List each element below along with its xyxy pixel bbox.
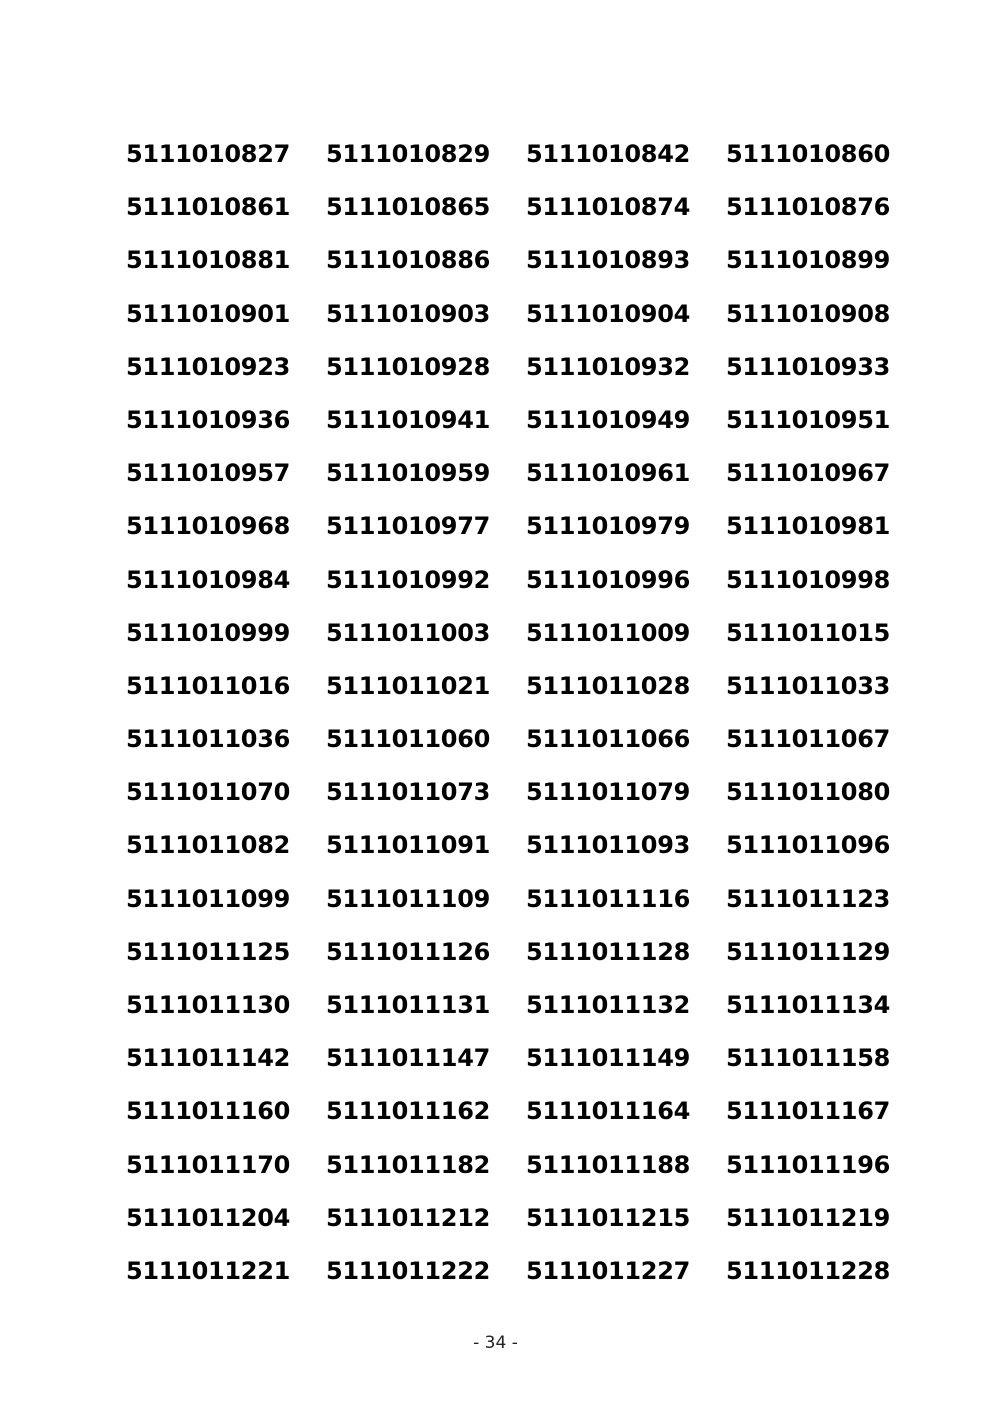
number-cell: 5111011129 — [726, 937, 890, 966]
number-cell: 5111011158 — [726, 1044, 890, 1073]
number-cell: 5111011123 — [726, 884, 890, 913]
number-cell: 5111011131 — [326, 991, 490, 1019]
number-cell: 5111011227 — [526, 1256, 690, 1285]
number-cell: 5111010998 — [726, 565, 890, 594]
number-cell: 5111010928 — [326, 352, 490, 381]
number-cell: 5111010893 — [526, 246, 690, 275]
number-cell: 5111011003 — [326, 618, 490, 647]
number-cell: 5111011142 — [126, 1044, 290, 1073]
number-cell: 5111011130 — [126, 991, 290, 1019]
number-cell: 5111011073 — [326, 778, 490, 807]
number-cell: 5111010936 — [126, 405, 290, 434]
number-cell: 5111011212 — [326, 1203, 490, 1232]
number-cell: 5111010951 — [726, 405, 890, 434]
number-cell: 5111011080 — [726, 778, 890, 807]
number-cell: 5111011164 — [526, 1097, 690, 1126]
number-cell: 5111010829 — [326, 140, 490, 168]
number-cell: 5111010881 — [126, 246, 290, 275]
number-cell: 5111011125 — [126, 937, 290, 966]
number-cell: 5111011067 — [726, 725, 890, 754]
number-cell: 5111011160 — [126, 1097, 290, 1126]
number-cell: 5111010827 — [126, 140, 290, 168]
number-cell: 5111010861 — [126, 193, 290, 222]
number-cell: 5111010959 — [326, 459, 490, 488]
number-cell: 5111011196 — [726, 1150, 890, 1179]
number-cell: 5111011149 — [526, 1044, 690, 1073]
number-cell: 5111010968 — [126, 512, 290, 541]
number-cell: 5111010996 — [526, 565, 690, 594]
number-grid — [126, 128, 926, 1298]
number-cell: 5111011182 — [326, 1150, 490, 1179]
number-cell: 5111011082 — [126, 831, 290, 860]
number-cell: 5111011132 — [526, 991, 690, 1019]
number-cell: 5111011188 — [526, 1150, 690, 1179]
number-cell: 5111011204 — [126, 1203, 290, 1232]
number-cell: 5111011126 — [326, 937, 490, 966]
number-cell: 5111011147 — [326, 1044, 490, 1073]
number-cell: 5111011228 — [726, 1256, 890, 1285]
number-cell: 5111011215 — [526, 1203, 690, 1232]
number-cell: 5111010977 — [326, 512, 490, 541]
number-cell: 5111010923 — [126, 352, 290, 381]
number-cell: 5111011033 — [726, 671, 890, 700]
page-number: - 34 - — [473, 1333, 518, 1353]
number-cell: 5111010949 — [526, 405, 690, 434]
number-cell: 5111011109 — [326, 884, 490, 913]
number-cell: 5111010979 — [526, 512, 690, 541]
number-cell: 5111010933 — [726, 352, 890, 381]
number-cell: 5111010932 — [526, 352, 690, 381]
number-cell: 5111011096 — [726, 831, 890, 860]
number-cell: 5111010967 — [726, 459, 890, 488]
number-cell: 5111010999 — [126, 618, 290, 647]
number-cell: 5111011116 — [526, 884, 690, 913]
number-cell: 5111011162 — [326, 1097, 490, 1126]
number-cell: 5111010984 — [126, 565, 290, 594]
number-cell: 5111010908 — [726, 299, 890, 328]
number-cell: 5111011099 — [126, 884, 290, 913]
number-cell: 5111010874 — [526, 193, 690, 222]
number-cell: 5111011060 — [326, 725, 490, 754]
number-cell: 5111011128 — [526, 937, 690, 966]
number-cell: 5111011015 — [726, 618, 890, 647]
number-cell: 5111010957 — [126, 459, 290, 488]
number-cell: 5111011016 — [126, 671, 290, 700]
number-cell: 5111010876 — [726, 193, 890, 222]
number-cell: 5111011219 — [726, 1203, 890, 1232]
number-cell: 5111011079 — [526, 778, 690, 807]
number-cell: 5111010981 — [726, 512, 890, 541]
number-cell: 5111011222 — [326, 1256, 490, 1285]
number-cell: 5111011066 — [526, 725, 690, 754]
number-cell: 5111010961 — [526, 459, 690, 488]
number-cell: 5111010901 — [126, 299, 290, 328]
number-cell: 5111010992 — [326, 565, 490, 594]
number-cell: 5111011009 — [526, 618, 690, 647]
number-cell: 5111011134 — [726, 991, 890, 1019]
number-cell: 5111010903 — [326, 299, 490, 328]
number-cell: 5111010899 — [726, 246, 890, 275]
number-cell: 5111011070 — [126, 778, 290, 807]
number-cell: 5111010886 — [326, 246, 490, 275]
number-cell: 5111010904 — [526, 299, 690, 328]
number-cell: 5111011221 — [126, 1256, 290, 1285]
number-cell: 5111010860 — [726, 140, 890, 168]
number-cell: 5111011091 — [326, 831, 490, 860]
number-cell: 5111011021 — [326, 671, 490, 700]
number-cell: 5111010865 — [326, 193, 490, 222]
number-cell: 5111011170 — [126, 1150, 290, 1179]
number-cell: 5111011093 — [526, 831, 690, 860]
number-cell: 5111011028 — [526, 671, 690, 700]
number-cell: 5111011036 — [126, 725, 290, 754]
number-cell: 5111011167 — [726, 1097, 890, 1126]
number-cell: 5111010842 — [526, 140, 690, 168]
number-cell: 5111010941 — [326, 405, 490, 434]
